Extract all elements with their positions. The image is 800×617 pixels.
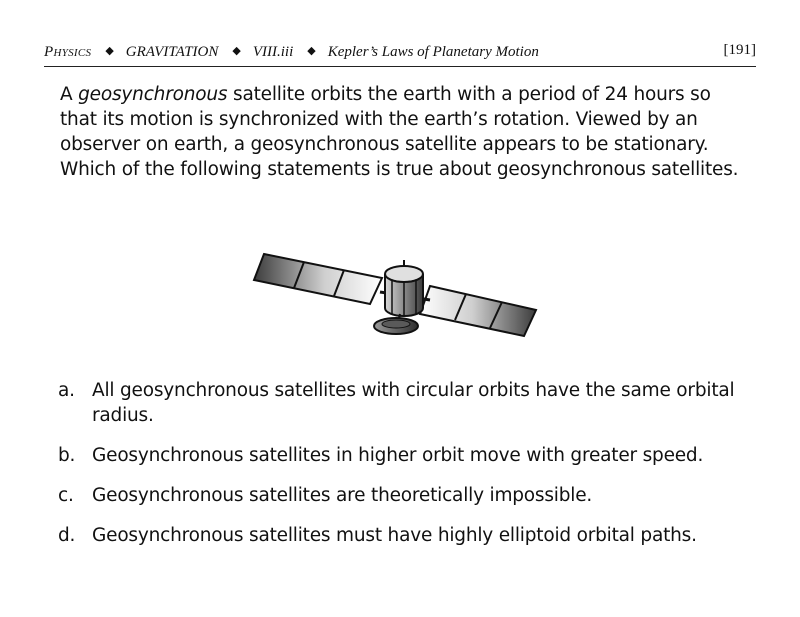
section-label: VIII.iii xyxy=(252,44,294,60)
question-text xyxy=(60,82,750,182)
separator-icon: ◆ xyxy=(105,45,114,57)
option-a[interactable] xyxy=(58,378,758,428)
page-header xyxy=(44,40,756,67)
separator-icon: ◆ xyxy=(307,45,316,57)
option-letter: b. xyxy=(58,445,76,466)
option-text: Geosynchronous satellites are theoretically impossible. xyxy=(92,485,593,506)
separator-icon: ◆ xyxy=(232,45,241,57)
option-text: Geosynchronous satellites must have highly elliptoid orbital paths. xyxy=(92,525,697,546)
left-solar-panel xyxy=(254,254,382,304)
question-body: satellite orbits the earth with a period of 24 hours so that its motion is synchronized with the earth’s rotation. Viewed by an observer on earth, a geosynchronous satellite appears to be stationary. Which of the following statements is true about geosynchronous satellites. xyxy=(60,84,739,180)
option-text: Geosynchronous satellites in higher orbit move with greater speed. xyxy=(92,445,704,466)
antenna-dish xyxy=(374,314,418,334)
breadcrumb xyxy=(44,44,539,61)
subject-label: Physics xyxy=(44,44,92,60)
option-letter: a. xyxy=(58,380,75,401)
question-term: geosynchronous xyxy=(78,84,228,105)
satellite-body xyxy=(385,260,423,316)
topic-label: Kepler’s Laws of Planetary Motion xyxy=(327,44,539,60)
answer-options xyxy=(58,378,758,563)
satellite-icon xyxy=(240,240,550,340)
option-letter: d. xyxy=(58,525,76,546)
option-letter: c. xyxy=(58,485,74,506)
option-d[interactable] xyxy=(58,523,758,548)
option-b[interactable] xyxy=(58,443,758,468)
option-text: All geosynchronous satellites with circular orbits have the same orbital radius. xyxy=(92,380,735,426)
question-intro: A xyxy=(60,84,79,105)
option-c[interactable] xyxy=(58,483,758,508)
satellite-figure xyxy=(240,240,550,340)
right-solar-panel xyxy=(420,286,536,336)
chapter-label: GRAVITATION xyxy=(125,44,219,60)
page-number: [191] xyxy=(723,42,756,58)
